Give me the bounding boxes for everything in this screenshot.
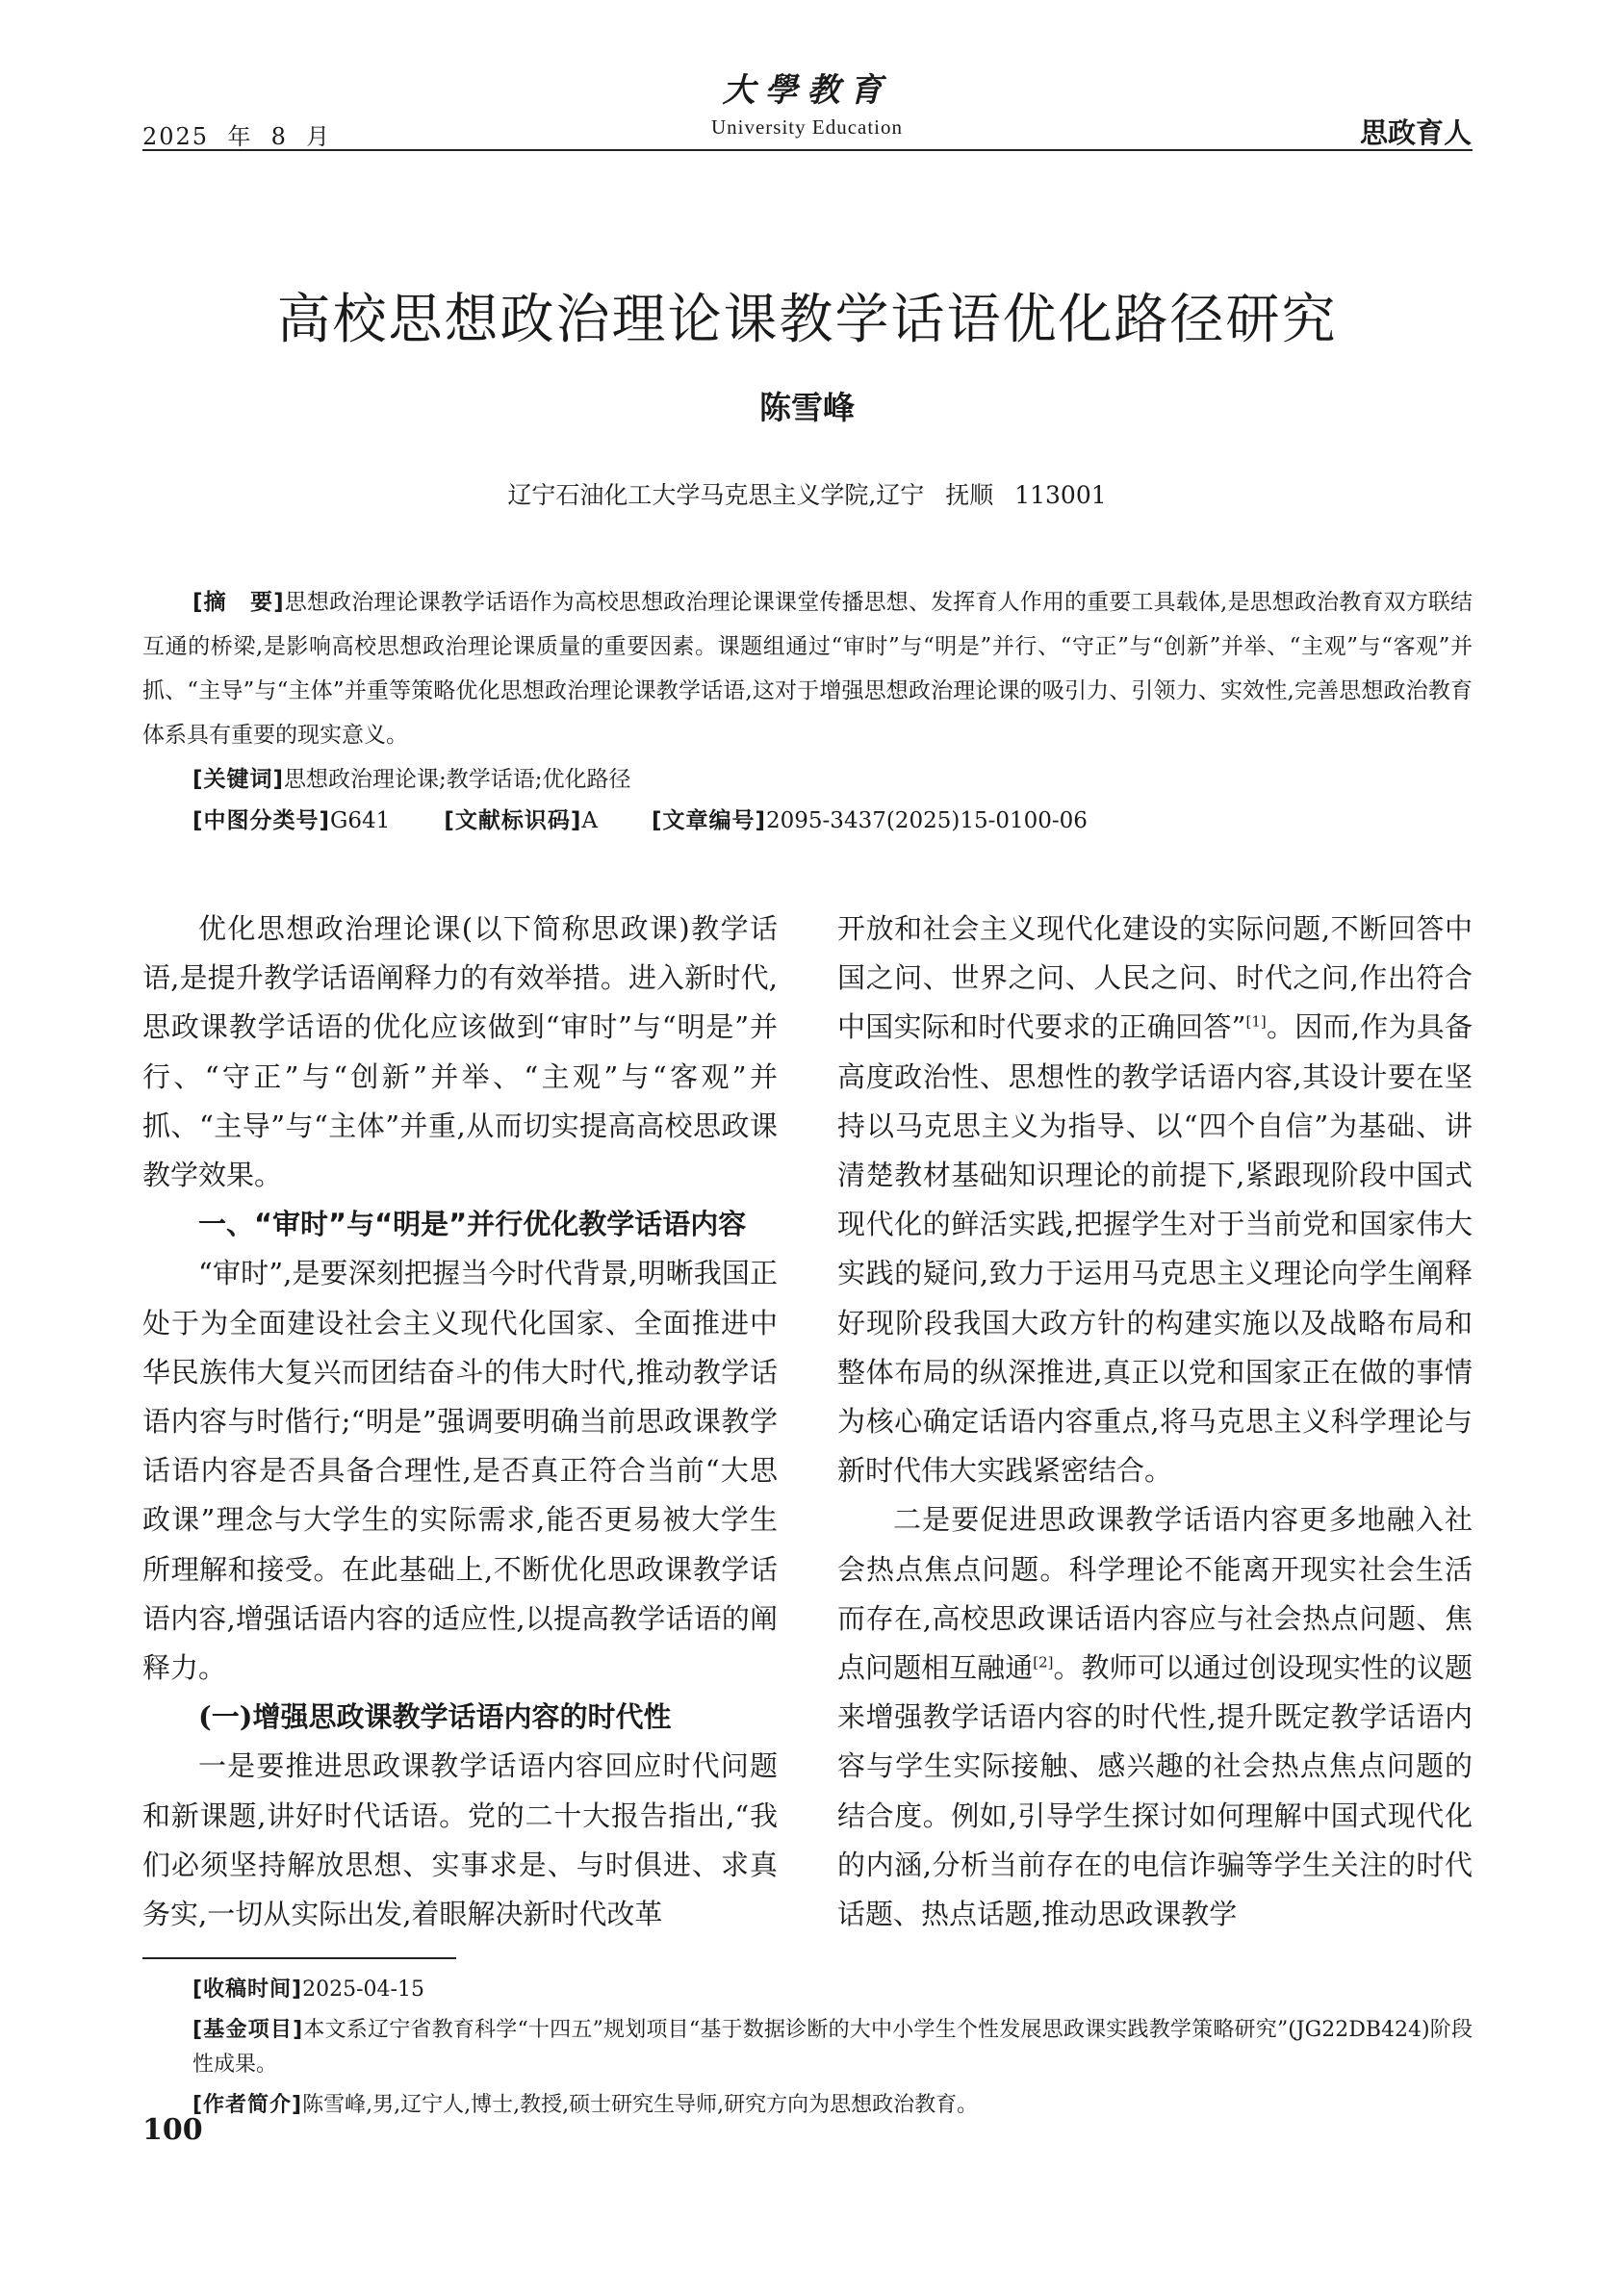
bio-label: [作者简介] bbox=[192, 2093, 303, 2117]
fund-value: 本文系辽宁省教育科学“十四五”规划项目“基于数据诊断的大中小学生个性发展思政课实践教学策略研究”(JG22DB424)阶段性成果。 bbox=[192, 2018, 1473, 2077]
body-paragraph: 一是要推进思政课教学话语内容回应时代问题和新课题,讲好时代话语。党的二十大报告指出,“我们必须坚持解放思想、实事求是、与时俱进、求真务实,一切从实际出发,着眼解决新时代改革 bbox=[142, 1749, 778, 1931]
footnote-rule bbox=[142, 1957, 456, 1959]
body-text: 二是要促进思政课教学话语内容更多地融入社会热点焦点问题。科学理论不能离开现实社会生活而存在,高校思政课话语内容应与社会热点问题、焦点问题相互融通 bbox=[837, 1503, 1473, 1685]
classification-row bbox=[192, 803, 1088, 834]
abstract-label: [摘 要] bbox=[192, 590, 285, 615]
journal-name: University Education bbox=[710, 115, 904, 139]
received-date-note bbox=[192, 1973, 1473, 2007]
doc-code-label: [文献标识码] bbox=[444, 808, 582, 833]
clc-label: [中图分类号] bbox=[192, 808, 331, 833]
section-heading: 一、“审时”与“明是”并行优化教学话语内容 bbox=[198, 1208, 747, 1241]
citation-ref: [1] bbox=[1245, 1012, 1267, 1031]
header-rule bbox=[142, 149, 1473, 151]
article-number-label: [文章编号] bbox=[651, 808, 766, 833]
section-name: 思政育人 bbox=[1359, 116, 1472, 149]
received-label: [收稿时间] bbox=[192, 1977, 303, 2002]
article-title: 高校思想政治理论课教学话语优化路径研究 bbox=[276, 289, 1338, 351]
keywords-label: [关键词] bbox=[192, 767, 285, 792]
page-number: 100 bbox=[142, 2113, 203, 2147]
fund-note bbox=[192, 2013, 1473, 2082]
article-author: 陈雪峰 bbox=[759, 389, 855, 426]
body-paragraph: 优化思想政治理论课(以下简称思政课)教学话语,是提升教学话语阐释力的有效举措。进入新时代,思政课教学话语的优化应该做到“审时”与“明是”并行、“守正”与“创新”并举、“主观”与“客观”并抓、“主导”与“主体”并重,从而切实提高高校思政课教学效果。 bbox=[142, 912, 778, 1192]
journal-logo: 大學教育 bbox=[722, 71, 892, 110]
article-number-value: 2095-3437(2025)15-0100-06 bbox=[766, 808, 1088, 833]
issue-date: 2025 年 8 月 bbox=[142, 123, 332, 150]
body-paragraph bbox=[837, 1495, 1473, 1939]
bio-value: 陈雪峰,男,辽宁人,博士,教授,硕士研究生导师,研究方向为思想政治教育。 bbox=[302, 2093, 979, 2117]
doc-code-value: A bbox=[581, 808, 598, 833]
body-text: 开放和社会主义现代化建设的实际问题,不断回答中国之问、世界之问、人民之问、时代之问,作出符合中国实际和时代要求的正确回答” bbox=[837, 912, 1473, 1044]
keywords-text: 思想政治理论课;教学话语;优化路径 bbox=[284, 767, 631, 792]
abstract-text: 思想政治理论课教学话语作为高校思想政治理论课课堂传播思想、发挥育人作用的重要工具载体,是思想政治教育双方联结互通的桥梁,是影响高校思想政治理论课质量的重要因素。课题组通过“审时”与“明是”并行、“守正”与“创新”并举、“主观”与“客观”并抓、“主导”与“主体”并重等策略优化思想政治理论课教学话语,这对于增强思想政治理论课的吸引力、引领力、实效性,完善思想政治教育体系具有重要的现实意义。 bbox=[142, 590, 1473, 748]
body-paragraph: “审时”,是要深刻把握当今时代背景,明晰我国正处于为全面建设社会主义现代化国家、全面推进中华民族伟大复兴而团结奋斗的伟大时代,推动教学话语内容与时偕行;“明是”强调要明确当前思政课教学话语内容是否具备合理性,是否真正符合当前“大思政课”理念与大学生的实际需求,能否更易被大学生所理解和接受。在此基础上,不断优化思政课教学话语内容,增强话语内容的适应性,以提高教学话语的阐释力。 bbox=[142, 1257, 778, 1685]
body-text: 。因而,作为具备高度政治性、思想性的教学话语内容,其设计要在坚持以马克思主义为指导、以“四个自信”为基础、讲清楚教材基础知识理论的前提下,紧跟现阶段中国式现代化的鲜活实践,把握学生对于当前党和国家伟大实践的疑问,致力于运用马克思主义理论向学生阐释好现阶段我国大政方针的构建实施以及战略布局和整体布局的纵深推进,真正以党和国家正在做的事情为核心确定话语内容重点,将马克思主义科学理论与新时代伟大实践紧密结合。 bbox=[837, 1010, 1473, 1488]
subsection-heading: (一)增强思政课教学话语内容的时代性 bbox=[198, 1700, 672, 1734]
received-value: 2025-04-15 bbox=[302, 1977, 424, 2002]
citation-ref: [2] bbox=[1033, 1653, 1054, 1671]
fund-label: [基金项目] bbox=[192, 2018, 304, 2042]
body-left-column bbox=[142, 905, 778, 1939]
abstract bbox=[142, 580, 1473, 757]
keywords bbox=[142, 757, 1473, 802]
author-bio-note bbox=[192, 2088, 1473, 2123]
clc-value: G641 bbox=[330, 808, 391, 833]
body-paragraph bbox=[837, 905, 1473, 1495]
abstract-block bbox=[142, 580, 1473, 802]
body-right-column bbox=[837, 905, 1473, 1939]
body-text: 。教师可以通过创设现实性的议题来增强教学话语内容的时代性,提升既定教学话语内容与学生实际接触、感兴趣的社会热点焦点问题的结合度。例如,引导学生探讨如何理解中国式现代化的内涵,分析当前存在的电信诈骗等学生关注的时代话题、热点话题,推动思政课教学 bbox=[837, 1651, 1473, 1931]
author-affiliation: 辽宁石油化工大学马克思主义学院,辽宁 抚顺 113001 bbox=[507, 481, 1107, 509]
